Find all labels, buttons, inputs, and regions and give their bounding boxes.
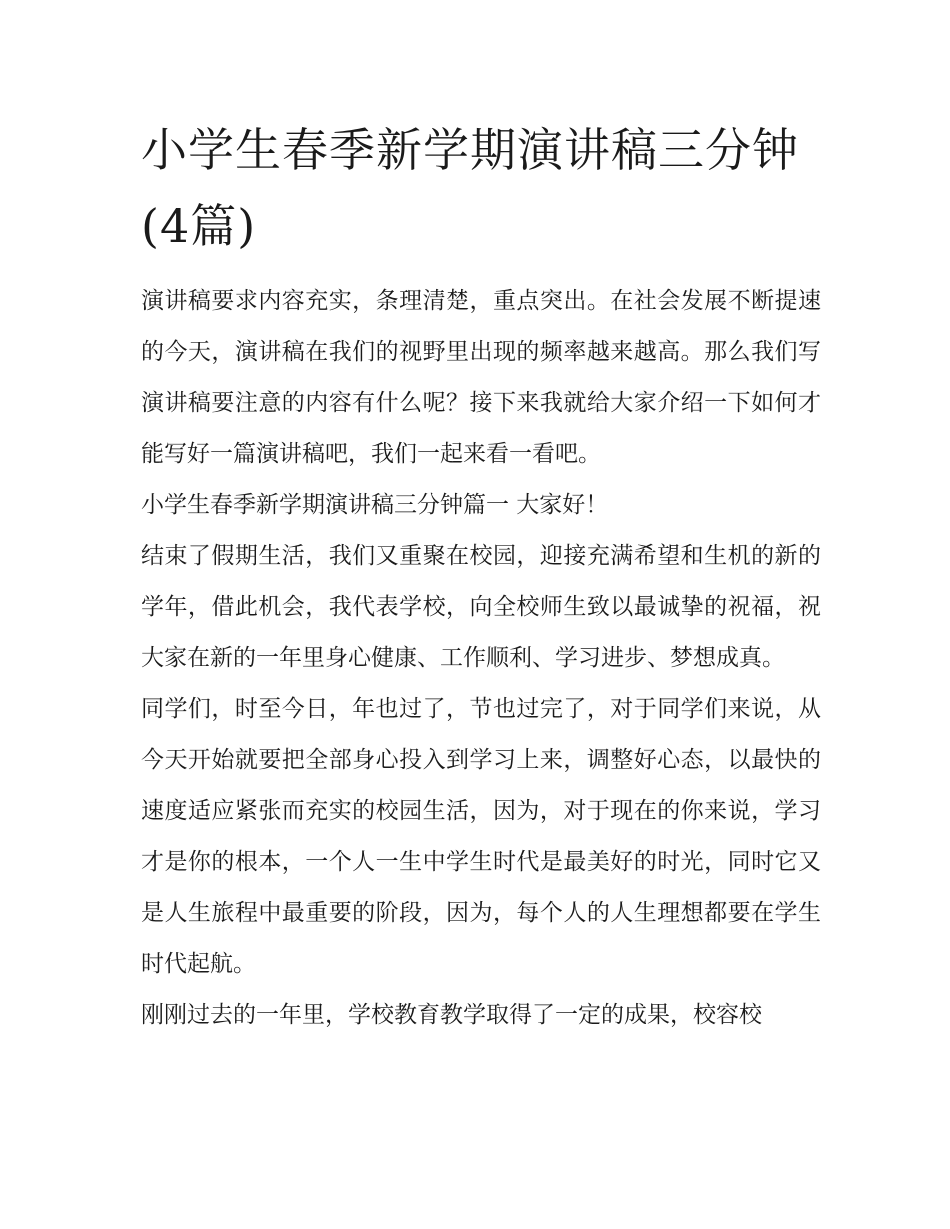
paragraph-intro: 演讲稿要求内容充实，条理清楚，重点突出。在社会发展不断提速的今天，演讲稿在我们的视野里出现的频率越来越高。那么我们写演讲稿要注意的内容有什么呢？接下来我就给大家介绍一下如何才能写好一篇演讲稿吧，我们一起来看一看吧。 (141, 288, 821, 467)
paragraph-section-heading: 小学生春季新学期演讲稿三分钟篇一 大家好！ (141, 492, 609, 518)
paragraph-past-year: 刚刚过去的一年里，学校教育教学取得了一定的成果，校容校 (141, 1002, 762, 1028)
document-title: 小学生春季新学期演讲稿三分钟(4篇) (141, 123, 799, 253)
document-body (141, 112, 821, 1041)
paragraph-greeting: 结束了假期生活，我们又重聚在校园，迎接充满希望和生机的新的学年，借此机会，我代表学校，向全校师生致以最诚挚的祝福，祝大家在新的一年里身心健康、工作顺利、学习进步、梦想成真。 (141, 543, 821, 671)
paragraph-students: 同学们，时至今日，年也过了，节也过完了，对于同学们来说，从今天开始就要把全部身心投入到学习上来，调整好心态，以最快的速度适应紧张而充实的校园生活，因为，对于现在的你来说，学习才是你的根本，一个人一生中学生时代是最美好的时光，同时它又是人生旅程中最重要的阶段，因为，每个人的人生理想都要在学生时代起航。 (141, 696, 821, 977)
